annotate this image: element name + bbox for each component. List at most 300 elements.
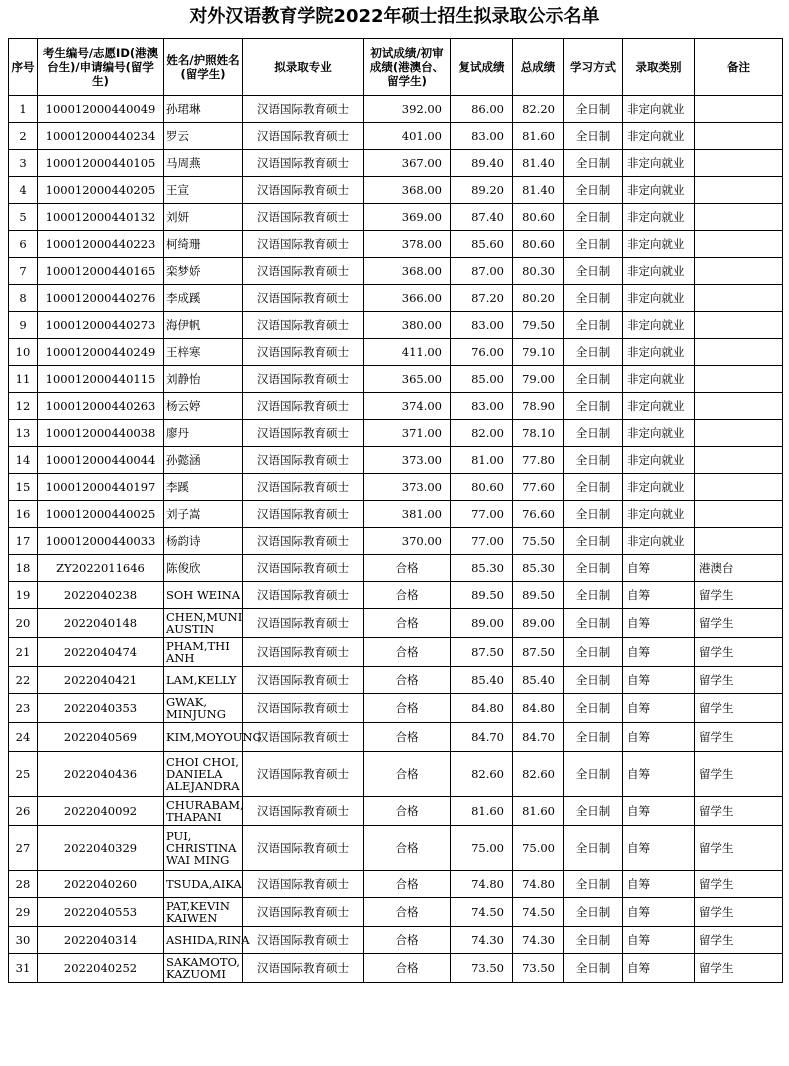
- cell-category: 自筹: [623, 871, 695, 898]
- cell-major: 汉语国际教育硕士: [243, 694, 364, 723]
- cell-total: 81.40: [513, 177, 564, 204]
- cell-id: 100012000440049: [38, 96, 164, 123]
- cell-total: 85.30: [513, 555, 564, 582]
- cell-id: 2022040436: [38, 752, 164, 797]
- cell-category: 自筹: [623, 609, 695, 638]
- table-row: [9, 204, 783, 231]
- cell-initial: 合格: [364, 609, 451, 638]
- cell-initial: 369.00: [364, 204, 451, 231]
- cell-major: 汉语国际教育硕士: [243, 393, 364, 420]
- cell-name: CHURABAM, THAPANI: [164, 797, 243, 826]
- cell-mode: 全日制: [564, 150, 623, 177]
- cell-category: 非定向就业: [623, 123, 695, 150]
- cell-retest: 81.60: [451, 797, 513, 826]
- table-row: [9, 694, 783, 723]
- table-row: [9, 420, 783, 447]
- cell-name: 刘子嵩: [164, 501, 243, 528]
- cell-name: 李成蹊: [164, 285, 243, 312]
- table-row: [9, 797, 783, 826]
- cell-category: 自筹: [623, 927, 695, 954]
- table-row: [9, 555, 783, 582]
- cell-seq: 18: [9, 555, 38, 582]
- cell-id: 100012000440132: [38, 204, 164, 231]
- cell-category: 非定向就业: [623, 393, 695, 420]
- cell-total: 73.50: [513, 954, 564, 983]
- cell-major: 汉语国际教育硕士: [243, 797, 364, 826]
- cell-initial: 381.00: [364, 501, 451, 528]
- cell-id: 2022040252: [38, 954, 164, 983]
- cell-retest: 84.70: [451, 723, 513, 752]
- cell-id: 100012000440273: [38, 312, 164, 339]
- cell-initial: 374.00: [364, 393, 451, 420]
- cell-category: 自筹: [623, 694, 695, 723]
- cell-total: 78.90: [513, 393, 564, 420]
- cell-category: 非定向就业: [623, 231, 695, 258]
- table-row: [9, 871, 783, 898]
- cell-initial: 365.00: [364, 366, 451, 393]
- cell-major: 汉语国际教育硕士: [243, 258, 364, 285]
- cell-retest: 85.40: [451, 667, 513, 694]
- cell-seq: 31: [9, 954, 38, 983]
- cell-seq: 14: [9, 447, 38, 474]
- table-row: [9, 177, 783, 204]
- cell-seq: 6: [9, 231, 38, 258]
- cell-id: 100012000440197: [38, 474, 164, 501]
- cell-id: 100012000440205: [38, 177, 164, 204]
- cell-major: 汉语国际教育硕士: [243, 723, 364, 752]
- cell-remark: [695, 96, 783, 123]
- cell-total: 89.50: [513, 582, 564, 609]
- cell-total: 85.40: [513, 667, 564, 694]
- header-initial: 初试成绩/初审成绩(港澳台、留学生): [364, 39, 451, 96]
- cell-name: 陈俊欣: [164, 555, 243, 582]
- cell-retest: 86.00: [451, 96, 513, 123]
- cell-initial: 合格: [364, 638, 451, 667]
- cell-major: 汉语国际教育硕士: [243, 123, 364, 150]
- cell-id: 100012000440025: [38, 501, 164, 528]
- cell-initial: 401.00: [364, 123, 451, 150]
- cell-major: 汉语国际教育硕士: [243, 177, 364, 204]
- cell-total: 84.70: [513, 723, 564, 752]
- cell-mode: 全日制: [564, 797, 623, 826]
- cell-seq: 8: [9, 285, 38, 312]
- cell-id: 2022040474: [38, 638, 164, 667]
- cell-retest: 83.00: [451, 123, 513, 150]
- cell-major: 汉语国际教育硕士: [243, 474, 364, 501]
- cell-seq: 12: [9, 393, 38, 420]
- cell-seq: 5: [9, 204, 38, 231]
- cell-seq: 24: [9, 723, 38, 752]
- cell-remark: 留学生: [695, 898, 783, 927]
- cell-retest: 84.80: [451, 694, 513, 723]
- cell-initial: 367.00: [364, 150, 451, 177]
- cell-major: 汉语国际教育硕士: [243, 826, 364, 871]
- cell-mode: 全日制: [564, 123, 623, 150]
- cell-id: 2022040553: [38, 898, 164, 927]
- cell-retest: 73.50: [451, 954, 513, 983]
- cell-id: 100012000440044: [38, 447, 164, 474]
- cell-initial: 371.00: [364, 420, 451, 447]
- cell-major: 汉语国际教育硕士: [243, 285, 364, 312]
- cell-remark: [695, 231, 783, 258]
- cell-mode: 全日制: [564, 826, 623, 871]
- header-major: 拟录取专业: [243, 39, 364, 96]
- table-row: [9, 582, 783, 609]
- cell-remark: [695, 150, 783, 177]
- cell-seq: 19: [9, 582, 38, 609]
- cell-category: 自筹: [623, 638, 695, 667]
- header-retest: 复试成绩: [451, 39, 513, 96]
- cell-initial: 合格: [364, 898, 451, 927]
- cell-seq: 13: [9, 420, 38, 447]
- cell-major: 汉语国际教育硕士: [243, 954, 364, 983]
- table-row: [9, 609, 783, 638]
- cell-mode: 全日制: [564, 954, 623, 983]
- cell-category: 非定向就业: [623, 204, 695, 231]
- cell-major: 汉语国际教育硕士: [243, 231, 364, 258]
- table-row: [9, 96, 783, 123]
- cell-initial: 合格: [364, 826, 451, 871]
- cell-mode: 全日制: [564, 898, 623, 927]
- cell-remark: 留学生: [695, 609, 783, 638]
- cell-initial: 合格: [364, 927, 451, 954]
- cell-initial: 合格: [364, 555, 451, 582]
- cell-retest: 87.40: [451, 204, 513, 231]
- cell-total: 78.10: [513, 420, 564, 447]
- cell-initial: 合格: [364, 694, 451, 723]
- cell-retest: 74.80: [451, 871, 513, 898]
- cell-category: 自筹: [623, 667, 695, 694]
- cell-mode: 全日制: [564, 339, 623, 366]
- cell-major: 汉语国际教育硕士: [243, 667, 364, 694]
- cell-major: 汉语国际教育硕士: [243, 150, 364, 177]
- cell-mode: 全日制: [564, 177, 623, 204]
- cell-name: LAM,KELLY: [164, 667, 243, 694]
- cell-retest: 89.50: [451, 582, 513, 609]
- cell-name: 栾梦娇: [164, 258, 243, 285]
- cell-name: 柯绮珊: [164, 231, 243, 258]
- cell-major: 汉语国际教育硕士: [243, 582, 364, 609]
- cell-total: 80.60: [513, 204, 564, 231]
- cell-remark: [695, 393, 783, 420]
- cell-seq: 9: [9, 312, 38, 339]
- cell-mode: 全日制: [564, 752, 623, 797]
- cell-id: 100012000440249: [38, 339, 164, 366]
- cell-name: 廖丹: [164, 420, 243, 447]
- cell-remark: [695, 177, 783, 204]
- cell-seq: 11: [9, 366, 38, 393]
- cell-mode: 全日制: [564, 393, 623, 420]
- cell-name: KIM,MOYOUNG: [164, 723, 243, 752]
- cell-remark: 留学生: [695, 638, 783, 667]
- cell-major: 汉语国际教育硕士: [243, 871, 364, 898]
- cell-mode: 全日制: [564, 312, 623, 339]
- cell-name: 马周燕: [164, 150, 243, 177]
- cell-category: 非定向就业: [623, 474, 695, 501]
- cell-seq: 22: [9, 667, 38, 694]
- cell-name: GWAK, MINJUNG: [164, 694, 243, 723]
- cell-id: ZY2022011646: [38, 555, 164, 582]
- cell-mode: 全日制: [564, 366, 623, 393]
- cell-initial: 合格: [364, 667, 451, 694]
- cell-name: 孙珺琳: [164, 96, 243, 123]
- cell-seq: 29: [9, 898, 38, 927]
- cell-initial: 合格: [364, 954, 451, 983]
- cell-remark: [695, 285, 783, 312]
- cell-initial: 合格: [364, 582, 451, 609]
- cell-major: 汉语国际教育硕士: [243, 366, 364, 393]
- cell-major: 汉语国际教育硕士: [243, 927, 364, 954]
- cell-initial: 380.00: [364, 312, 451, 339]
- cell-total: 74.80: [513, 871, 564, 898]
- cell-mode: 全日制: [564, 582, 623, 609]
- cell-seq: 15: [9, 474, 38, 501]
- cell-retest: 83.00: [451, 312, 513, 339]
- cell-name: ASHIDA,RINA: [164, 927, 243, 954]
- document-title: 对外汉语教育学院2022年硕士招生拟录取公示名单: [189, 6, 600, 27]
- cell-mode: 全日制: [564, 609, 623, 638]
- header-seq: 序号: [9, 39, 38, 96]
- cell-remark: 留学生: [695, 752, 783, 797]
- cell-total: 74.50: [513, 898, 564, 927]
- cell-remark: 留学生: [695, 927, 783, 954]
- cell-id: 2022040260: [38, 871, 164, 898]
- header-remark: 备注: [695, 39, 783, 96]
- cell-name: CHOI CHOI, DANIELA ALEJANDRA: [164, 752, 243, 797]
- cell-name: SOH WEINA: [164, 582, 243, 609]
- cell-category: 非定向就业: [623, 420, 695, 447]
- table-row: [9, 927, 783, 954]
- cell-retest: 80.60: [451, 474, 513, 501]
- cell-retest: 82.60: [451, 752, 513, 797]
- cell-category: 自筹: [623, 826, 695, 871]
- cell-retest: 77.00: [451, 501, 513, 528]
- cell-name: PHAM,THI ANH: [164, 638, 243, 667]
- cell-category: 非定向就业: [623, 258, 695, 285]
- cell-initial: 411.00: [364, 339, 451, 366]
- cell-category: 非定向就业: [623, 96, 695, 123]
- table-row: [9, 312, 783, 339]
- cell-remark: 留学生: [695, 694, 783, 723]
- cell-mode: 全日制: [564, 555, 623, 582]
- cell-seq: 26: [9, 797, 38, 826]
- cell-category: 非定向就业: [623, 501, 695, 528]
- cell-mode: 全日制: [564, 96, 623, 123]
- cell-category: 非定向就业: [623, 150, 695, 177]
- table-row: [9, 723, 783, 752]
- cell-remark: [695, 447, 783, 474]
- cell-initial: 378.00: [364, 231, 451, 258]
- cell-remark: [695, 474, 783, 501]
- cell-mode: 全日制: [564, 694, 623, 723]
- cell-seq: 3: [9, 150, 38, 177]
- cell-major: 汉语国际教育硕士: [243, 752, 364, 797]
- cell-initial: 合格: [364, 752, 451, 797]
- cell-major: 汉语国际教育硕士: [243, 339, 364, 366]
- cell-mode: 全日制: [564, 501, 623, 528]
- cell-mode: 全日制: [564, 258, 623, 285]
- table-row: [9, 393, 783, 420]
- cell-remark: [695, 123, 783, 150]
- cell-total: 82.60: [513, 752, 564, 797]
- cell-retest: 85.30: [451, 555, 513, 582]
- table-row: [9, 258, 783, 285]
- cell-major: 汉语国际教育硕士: [243, 204, 364, 231]
- cell-major: 汉语国际教育硕士: [243, 501, 364, 528]
- cell-id: 100012000440276: [38, 285, 164, 312]
- cell-retest: 83.00: [451, 393, 513, 420]
- cell-initial: 368.00: [364, 258, 451, 285]
- cell-remark: 留学生: [695, 954, 783, 983]
- header-row: [9, 39, 783, 96]
- cell-major: 汉语国际教育硕士: [243, 420, 364, 447]
- cell-remark: 留学生: [695, 582, 783, 609]
- cell-total: 80.30: [513, 258, 564, 285]
- cell-name: 李蹊: [164, 474, 243, 501]
- cell-total: 77.60: [513, 474, 564, 501]
- cell-retest: 77.00: [451, 528, 513, 555]
- cell-mode: 全日制: [564, 204, 623, 231]
- cell-category: 自筹: [623, 898, 695, 927]
- cell-remark: [695, 312, 783, 339]
- cell-category: 自筹: [623, 797, 695, 826]
- cell-category: 非定向就业: [623, 528, 695, 555]
- cell-seq: 27: [9, 826, 38, 871]
- cell-mode: 全日制: [564, 528, 623, 555]
- cell-major: 汉语国际教育硕士: [243, 555, 364, 582]
- cell-retest: 89.20: [451, 177, 513, 204]
- cell-mode: 全日制: [564, 927, 623, 954]
- cell-major: 汉语国际教育硕士: [243, 638, 364, 667]
- cell-seq: 28: [9, 871, 38, 898]
- cell-mode: 全日制: [564, 638, 623, 667]
- cell-total: 74.30: [513, 927, 564, 954]
- cell-category: 非定向就业: [623, 312, 695, 339]
- cell-initial: 368.00: [364, 177, 451, 204]
- cell-name: PAT,KEVIN KAIWEN: [164, 898, 243, 927]
- table-row: [9, 285, 783, 312]
- cell-seq: 7: [9, 258, 38, 285]
- cell-id: 100012000440165: [38, 258, 164, 285]
- cell-id: 2022040569: [38, 723, 164, 752]
- cell-retest: 74.30: [451, 927, 513, 954]
- cell-id: 2022040353: [38, 694, 164, 723]
- cell-total: 76.60: [513, 501, 564, 528]
- cell-remark: [695, 258, 783, 285]
- header-total: 总成绩: [513, 39, 564, 96]
- cell-id: 2022040148: [38, 609, 164, 638]
- cell-total: 82.20: [513, 96, 564, 123]
- cell-category: 非定向就业: [623, 177, 695, 204]
- cell-major: 汉语国际教育硕士: [243, 528, 364, 555]
- table-row: [9, 528, 783, 555]
- header-mode: 学习方式: [564, 39, 623, 96]
- table-row: [9, 150, 783, 177]
- cell-remark: [695, 366, 783, 393]
- table-row: [9, 366, 783, 393]
- header-id: 考生编号/志愿ID(港澳台生)/申请编号(留学生): [38, 39, 164, 96]
- cell-seq: 25: [9, 752, 38, 797]
- table-row: [9, 752, 783, 797]
- table-row: [9, 826, 783, 871]
- cell-total: 75.50: [513, 528, 564, 555]
- cell-name: 杨韵诗: [164, 528, 243, 555]
- cell-id: 100012000440223: [38, 231, 164, 258]
- table-row: [9, 667, 783, 694]
- cell-seq: 23: [9, 694, 38, 723]
- cell-retest: 89.00: [451, 609, 513, 638]
- cell-category: 自筹: [623, 582, 695, 609]
- cell-name: 海伊帆: [164, 312, 243, 339]
- cell-retest: 76.00: [451, 339, 513, 366]
- table-row: [9, 231, 783, 258]
- cell-major: 汉语国际教育硕士: [243, 609, 364, 638]
- cell-initial: 合格: [364, 723, 451, 752]
- cell-id: 100012000440115: [38, 366, 164, 393]
- cell-seq: 21: [9, 638, 38, 667]
- header-category: 录取类别: [623, 39, 695, 96]
- cell-major: 汉语国际教育硕士: [243, 898, 364, 927]
- cell-mode: 全日制: [564, 447, 623, 474]
- cell-mode: 全日制: [564, 723, 623, 752]
- cell-retest: 87.00: [451, 258, 513, 285]
- cell-category: 非定向就业: [623, 339, 695, 366]
- cell-mode: 全日制: [564, 231, 623, 258]
- cell-seq: 1: [9, 96, 38, 123]
- cell-remark: 留学生: [695, 667, 783, 694]
- cell-retest: 74.50: [451, 898, 513, 927]
- cell-name: TSUDA,AIKA: [164, 871, 243, 898]
- table-row: [9, 339, 783, 366]
- cell-category: 非定向就业: [623, 447, 695, 474]
- cell-retest: 75.00: [451, 826, 513, 871]
- table-row: [9, 898, 783, 927]
- cell-mode: 全日制: [564, 667, 623, 694]
- cell-initial: 合格: [364, 871, 451, 898]
- cell-id: 100012000440263: [38, 393, 164, 420]
- cell-id: 2022040421: [38, 667, 164, 694]
- cell-category: 自筹: [623, 752, 695, 797]
- cell-initial: 370.00: [364, 528, 451, 555]
- cell-total: 87.50: [513, 638, 564, 667]
- cell-retest: 87.50: [451, 638, 513, 667]
- cell-total: 89.00: [513, 609, 564, 638]
- cell-name: 孙懿涵: [164, 447, 243, 474]
- cell-seq: 30: [9, 927, 38, 954]
- cell-seq: 2: [9, 123, 38, 150]
- cell-mode: 全日制: [564, 285, 623, 312]
- cell-mode: 全日制: [564, 871, 623, 898]
- cell-id: 100012000440234: [38, 123, 164, 150]
- cell-total: 75.00: [513, 826, 564, 871]
- cell-id: 100012000440105: [38, 150, 164, 177]
- table-row: [9, 954, 783, 983]
- table-row: [9, 123, 783, 150]
- cell-name: 罗云: [164, 123, 243, 150]
- cell-seq: 16: [9, 501, 38, 528]
- cell-major: 汉语国际教育硕士: [243, 312, 364, 339]
- table-row: [9, 474, 783, 501]
- cell-id: 100012000440038: [38, 420, 164, 447]
- cell-name: 王梓寒: [164, 339, 243, 366]
- cell-remark: 留学生: [695, 723, 783, 752]
- table-row: [9, 638, 783, 667]
- cell-id: 100012000440033: [38, 528, 164, 555]
- cell-total: 77.80: [513, 447, 564, 474]
- cell-remark: 留学生: [695, 871, 783, 898]
- cell-mode: 全日制: [564, 474, 623, 501]
- cell-total: 80.20: [513, 285, 564, 312]
